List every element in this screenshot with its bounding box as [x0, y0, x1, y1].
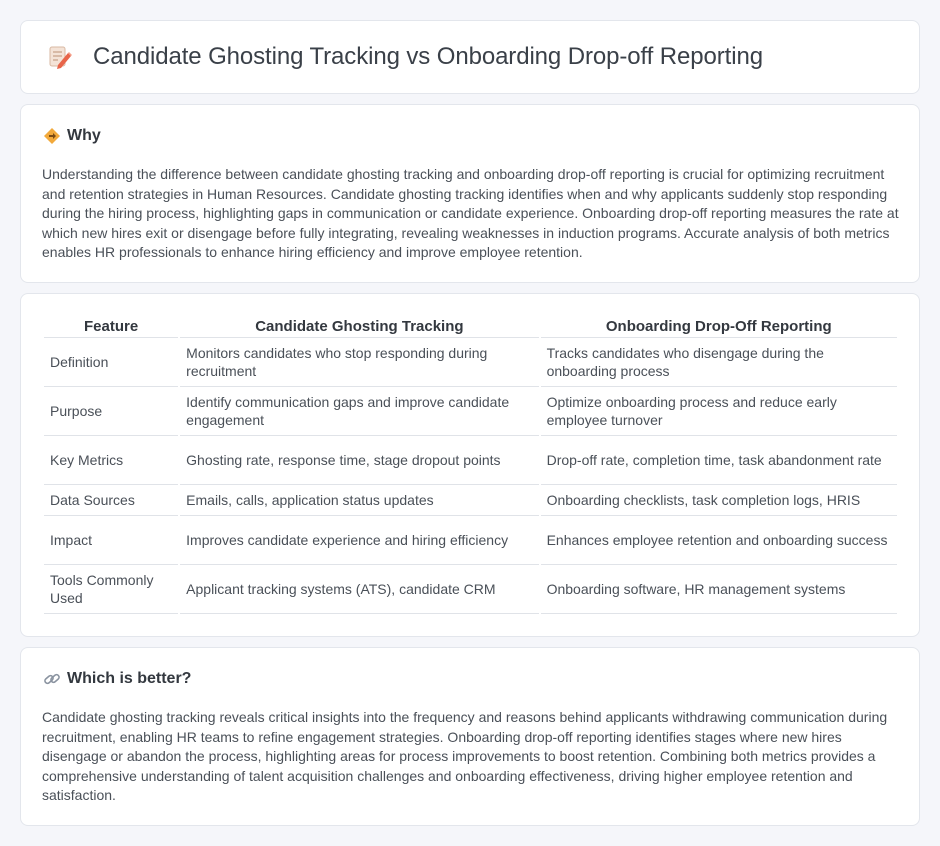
why-body: Understanding the difference between candidate ghosting tracking and onboarding drop-off reporting is crucial for optimizing recruitment and retention strategies in Human Resources. Candidate ghosting tracking identifies when and why applicants suddenly stop responding during the hiring process, highlighting gaps in communication or candidate experience. Onboarding drop-off reporting measures the rate at which new hires exit or disengage before fully integrating, revealing weaknesses in induction programs. Accurate analysis of both metrics enables HR professionals to enhance hiring efficiency and improve employee retention.	[42, 166, 899, 261]
page-title: Candidate Ghosting Tracking vs Onboarding Drop-off Reporting	[93, 43, 763, 70]
ghosting-cell: Identify communication gaps and improve candidate engagement	[180, 387, 538, 436]
better-title: Which is better?	[67, 670, 192, 687]
title-card	[20, 20, 920, 94]
feature-cell: Tools Commonly Used	[44, 565, 178, 614]
feature-cell: Purpose	[44, 387, 178, 436]
table-row	[44, 387, 897, 436]
better-body: Candidate ghosting tracking reveals critical insights into the frequency and reasons behind applicants withdrawing communication during recruitment, enabling HR teams to refine engagement strategies. Onboarding drop-off reporting identifies stages where new hires disengage or abandon the process, highlighting areas for process improvements to boost retention. Combining both metrics provides a comprehensive understanding of talent acquisition challenges and onboarding effectiveness, driving higher employee retention and satisfaction.	[42, 709, 888, 804]
onboarding-cell: Tracks candidates who disengage during the onboarding process	[541, 338, 897, 387]
memo-pencil-icon	[47, 44, 73, 70]
why-title: Why	[67, 127, 101, 144]
onboarding-cell: Optimize onboarding process and reduce early employee turnover	[541, 387, 897, 436]
feature-cell: Impact	[44, 516, 178, 565]
feature-cell: Key Metrics	[44, 436, 178, 485]
ghosting-cell: Improves candidate experience and hiring efficiency	[180, 516, 538, 565]
onboarding-cell: Onboarding checklists, task completion logs, HRIS	[541, 485, 897, 516]
header-onboarding: Onboarding Drop-Off Reporting	[541, 315, 897, 338]
which-better-card	[20, 647, 920, 826]
better-heading	[43, 670, 191, 688]
ghosting-cell: Emails, calls, application status updates	[180, 485, 538, 516]
comparison-table-card	[20, 293, 920, 637]
link-icon	[43, 670, 61, 688]
ghosting-cell: Ghosting rate, response time, stage dropout points	[180, 436, 538, 485]
table-header-row	[44, 315, 897, 338]
table-row	[44, 565, 897, 614]
ghosting-cell: Monitors candidates who stop responding during recruitment	[180, 338, 538, 387]
why-heading	[43, 127, 101, 145]
onboarding-cell: Enhances employee retention and onboarding success	[541, 516, 897, 565]
table-row	[44, 516, 897, 565]
table-row	[44, 485, 897, 516]
header-ghosting: Candidate Ghosting Tracking	[180, 315, 538, 338]
table-row	[44, 338, 897, 387]
why-card	[20, 104, 920, 283]
comparison-table	[42, 315, 899, 614]
onboarding-cell: Drop-off rate, completion time, task abandonment rate	[541, 436, 897, 485]
header-feature: Feature	[44, 315, 178, 338]
table-row	[44, 436, 897, 485]
title-row	[47, 43, 763, 71]
feature-cell: Definition	[44, 338, 178, 387]
feature-cell: Data Sources	[44, 485, 178, 516]
onboarding-cell: Onboarding software, HR management systems	[541, 565, 897, 614]
ghosting-cell: Applicant tracking systems (ATS), candidate CRM	[180, 565, 538, 614]
road-sign-icon	[43, 127, 61, 145]
